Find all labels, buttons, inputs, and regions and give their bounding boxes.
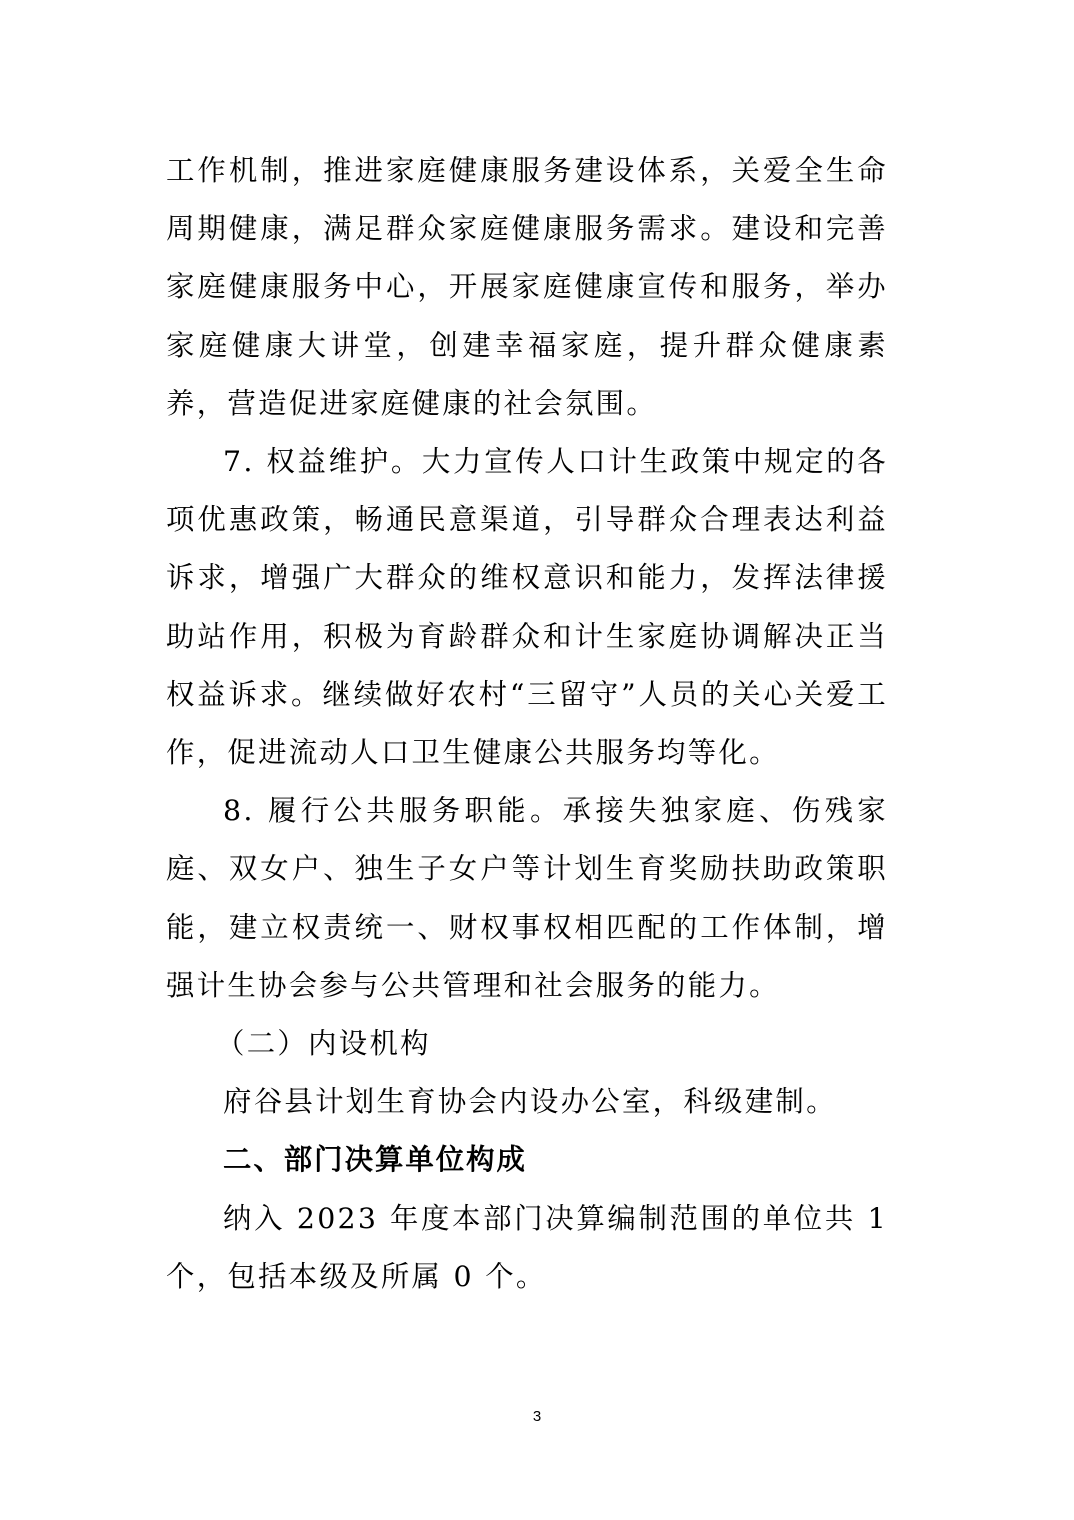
paragraph-family-health: 工作机制，推进家庭健康服务建设体系，关爱全生命周期健康，满足群众家庭健康服务需求。建设和完善家庭健康服务中心，开展家庭健康宣传和服务，举办家庭健康大讲堂，创建幸福家庭，提升群众健康素养，营造促进家庭健康的社会氛围。 <box>166 154 888 420</box>
paragraph-internal-structure: 府谷县计划生育协会内设办公室，科级建制。 <box>223 1085 837 1119</box>
section-heading-unit-composition: 二、部门决算单位构成 <box>223 1143 527 1177</box>
paragraph-rights-protection: 7. 权益维护。大力宣传人口计生政策中规定的各项优惠政策，畅通民意渠道，引导群众合理表达利益诉求，增强广大群众的维权意识和能力，发挥法律援助站作用，积极为育龄群众和计生家庭协调解决正当权益诉求。继续做好农村“三留守”人员的关心关爱工作，促进流动人口卫生健康公共服务均等化。 <box>166 445 888 770</box>
paragraph-public-service: 8. 履行公共服务职能。承接失独家庭、伤残家庭、双女户、独生子女户等计划生育奖励扶助政策职能，建立权责统一、财权事权相匹配的工作体制，增强计生协会参与公共管理和社会服务的能力。 <box>166 794 888 1002</box>
section-heading-internal-structure: （二）内设机构 <box>216 1027 431 1061</box>
paragraph-unit-composition: 纳入 2023 年度本部门决算编制范围的单位共 1 个，包括本级及所属 0 个。 <box>166 1201 888 1293</box>
page-number: 3 <box>532 1408 542 1425</box>
document-body <box>166 142 888 1306</box>
